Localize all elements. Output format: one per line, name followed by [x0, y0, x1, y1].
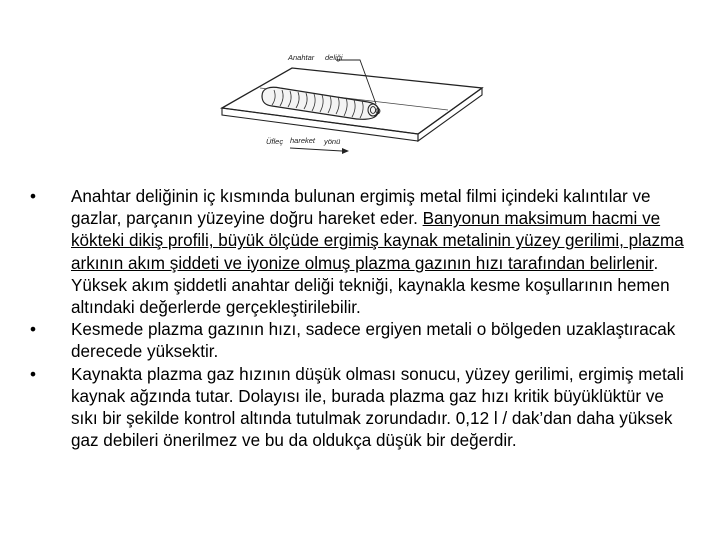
- paragraph-text: Kaynakta plazma gaz hızının düşük olması sonucu, yüzey gerilimi, ergimiş metali kaynak ağzında tutar. Dolayısı ile, burada plazma gaz hızı kritik büyüklüktür ve sıkı bir şekilde kontrol altında tutulmak zorundadır. 0,12 l / dak’dan daha yüksek gaz debileri önerilmez ve bu da oldukça düşük bir değerdir.: [71, 364, 684, 451]
- list-item: [30, 186, 690, 319]
- bullet-marker: •: [30, 320, 36, 340]
- direction-arrow-head: [342, 148, 349, 154]
- bullet-marker: •: [30, 364, 36, 384]
- keyhole-label-word1: Anahtar: [288, 53, 315, 62]
- list-item: [30, 364, 690, 453]
- paragraph-text-continued: . Yüksek akım şiddetli anahtar deliği tekniği, kaynakla kesme koşullarının hemen altındaki değerlerde gerçekleştirilebilir.: [71, 253, 670, 318]
- bullet-marker: •: [30, 187, 36, 206]
- torch-label: Üfleç: [266, 137, 284, 146]
- direction-label-word1: hareket: [290, 136, 316, 145]
- plate-side-edge: [418, 88, 482, 141]
- keyhole-label-word2: deliği: [325, 53, 343, 62]
- direction-label-word2: yönü: [324, 137, 341, 146]
- weld-keyhole-illustration: [210, 30, 510, 180]
- bullet-list: [30, 186, 690, 452]
- underlined-text: Banyonun maksimum hacmi ve kökteki dikiş profili, büyük ölçüde ergimiş kaynak metalinin yüzey gerilimi, plazma arkının akım şiddeti ve iyonize olmuş plazma gazının hızı tarafından belirlenir: [71, 209, 684, 273]
- paragraph-text: Anahtar deliğinin iç kısmında bulunan ergimiş metal filmi içindeki kalıntılar ve gazlar, parçanın yüzeyine doğru hareket eder.: [71, 187, 651, 229]
- weld-diagram: [210, 30, 510, 180]
- list-item: [30, 319, 690, 363]
- paragraph-text: Kesmede plazma gazının hızı, sadece ergiyen metali o bölgeden uzaklaştıracak derecede yüksektir.: [71, 320, 676, 362]
- direction-arrow-shaft: [290, 148, 342, 151]
